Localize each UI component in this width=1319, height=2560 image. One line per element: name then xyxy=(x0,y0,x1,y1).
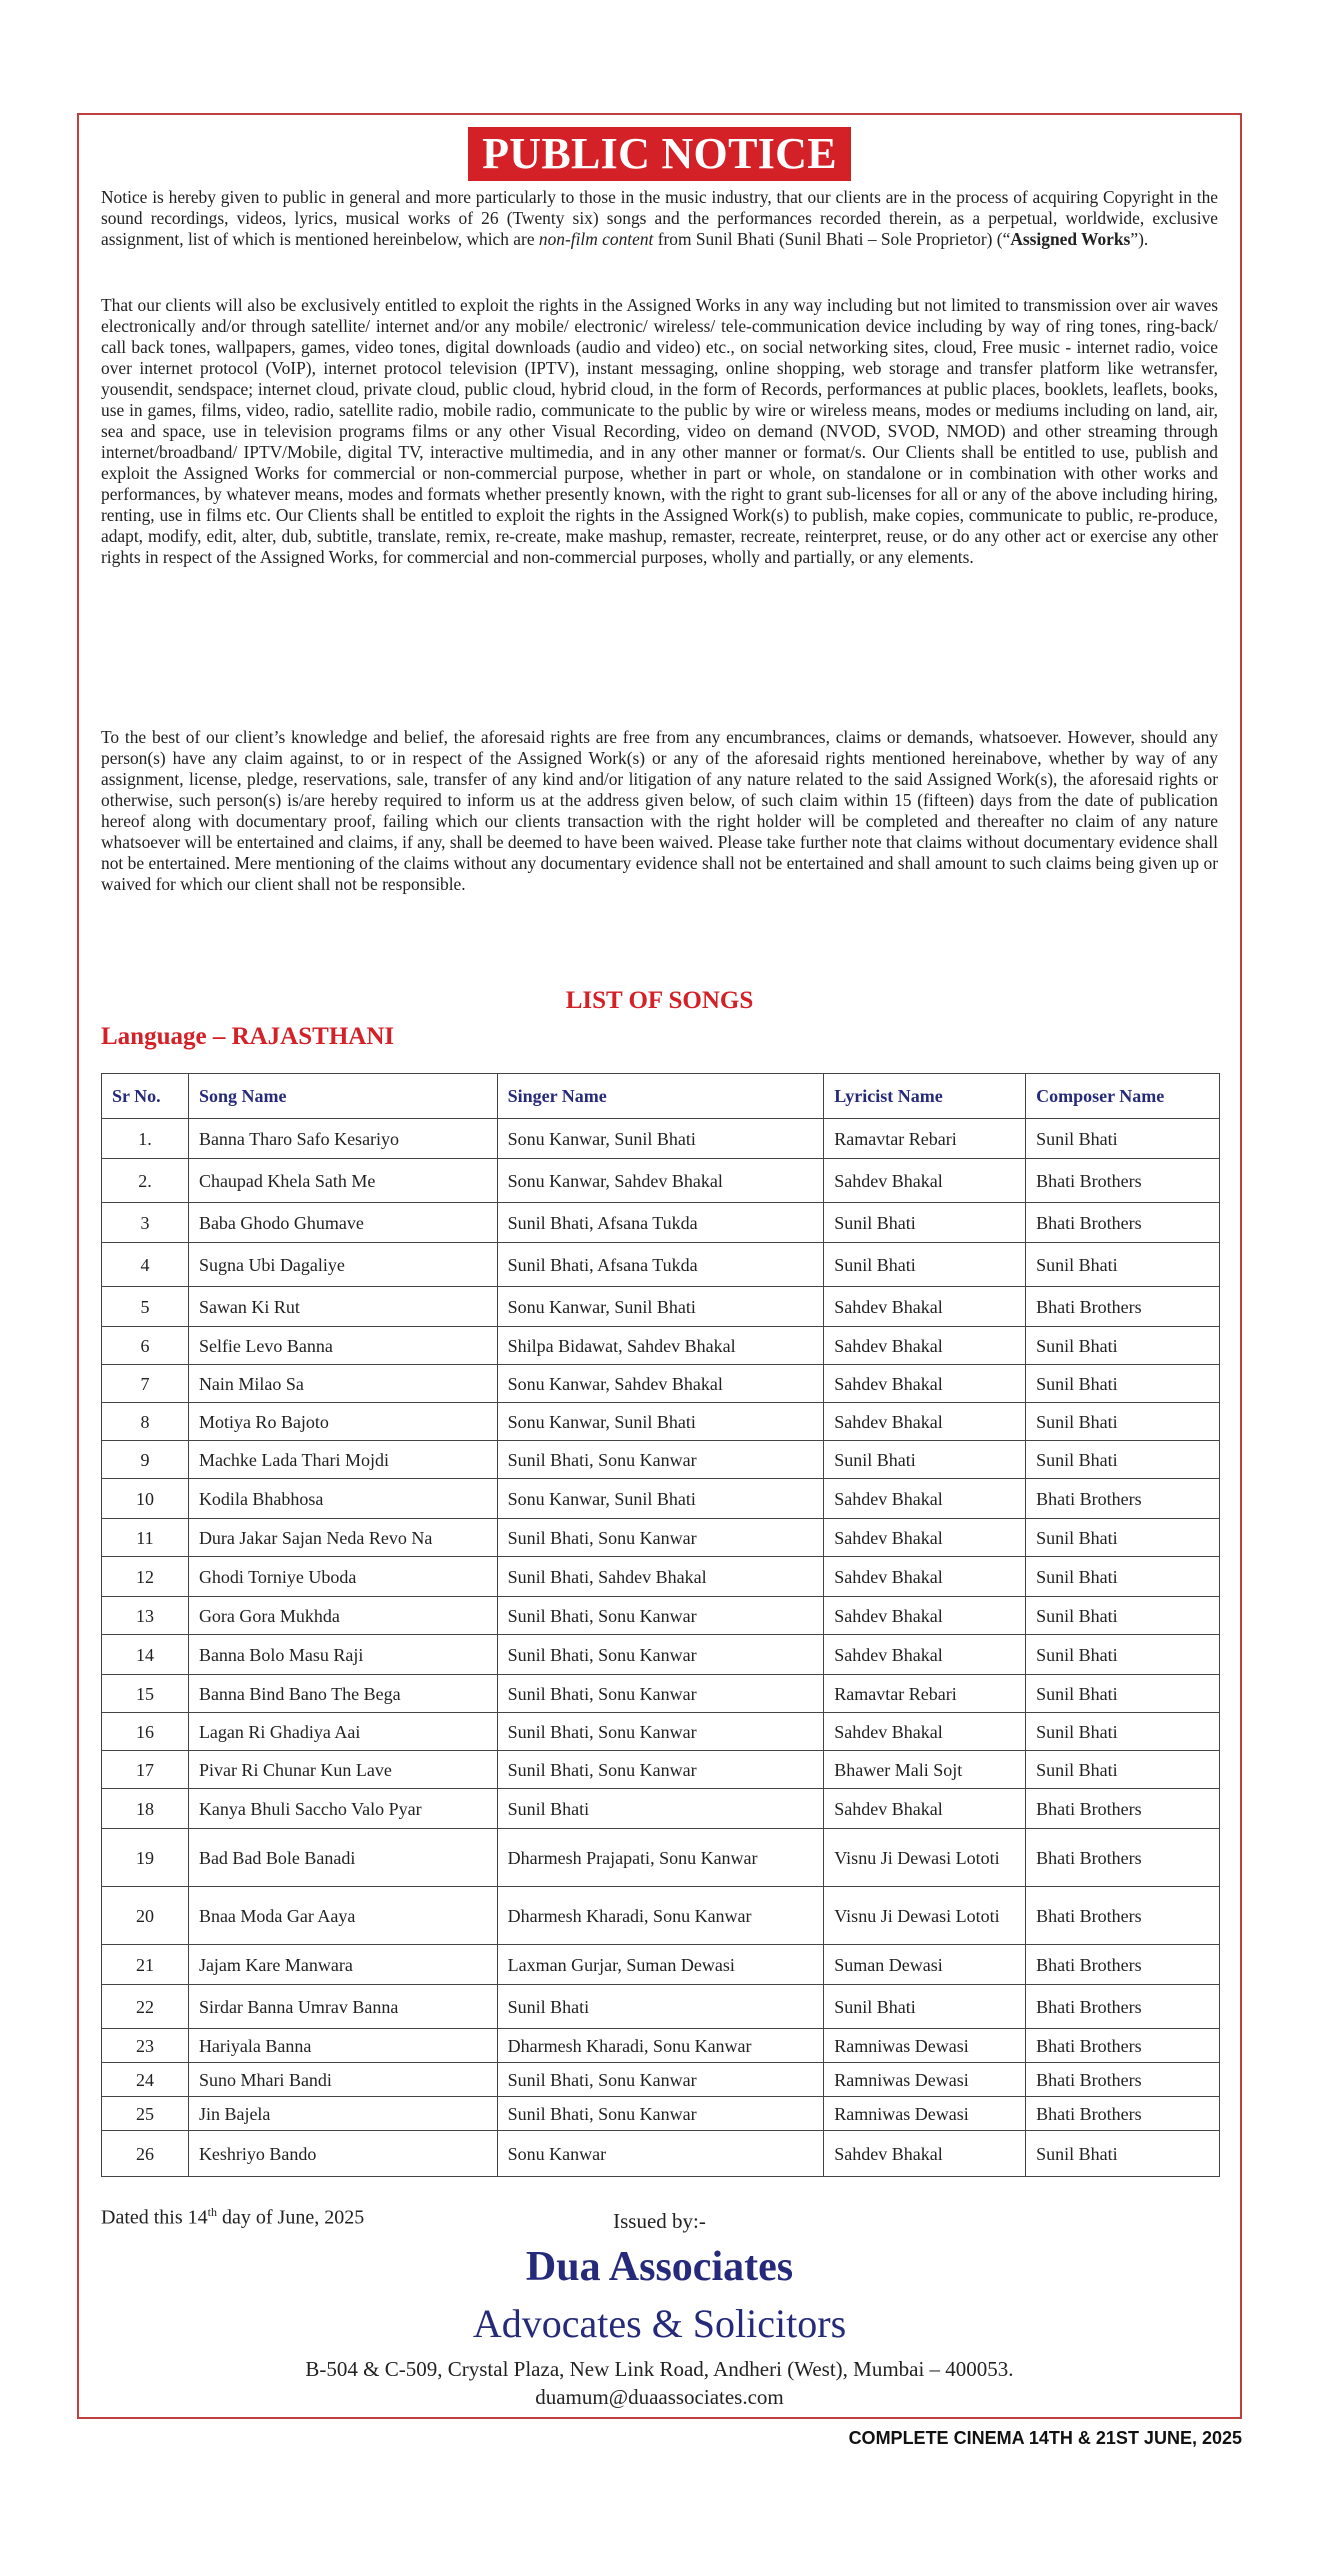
cell-lyricist: Sahdev Bhakal xyxy=(824,1365,1026,1403)
firm-address: B-504 & C-509, Crystal Plaza, New Link Road, Andheri (West), Mumbai – 400053. xyxy=(305,2357,1014,2381)
cell-composer: Sunil Bhati xyxy=(1026,2131,1220,2177)
cell-lyricist: Visnu Ji Dewasi Lototi xyxy=(824,1829,1026,1887)
cell-composer: Sunil Bhati xyxy=(1026,1751,1220,1789)
cell-song: Jajam Kare Manwara xyxy=(188,1945,497,1985)
cell-lyricist: Sahdev Bhakal xyxy=(824,1287,1026,1327)
table-row xyxy=(102,1675,1220,1713)
cell-singer: Sonu Kanwar xyxy=(497,2131,824,2177)
cell-song: Keshriyo Bando xyxy=(188,2131,497,2177)
table-row xyxy=(102,1519,1220,1557)
claims-paragraph: To the best of our client’s knowledge and belief, the aforesaid rights are free from any encumbrances, claims or demands, whatsoever. However, should any person(s) have any claim against, to or in respect of the Assigned Work(s) or any of the aforesaid rights mentioned hereinabove, whether by way of any assignment, license, pledge, reservations, sale, transfer of any kind and/or litigation of any nature related to the said Assigned Work(s), the aforesaid rights or otherwise, such person(s) is/are hereby required to inform us at the address given below, of such claim within 15 (fifteen) days from the date of publication hereof along with documentary proof, failing which our clients transaction with the right holder will be completed and thereafter no claim of any nature whatsoever will be entertained and claims, if any, shall be deemed to have been waived. Please take further note that claims without documentary evidence shall not be entertained. Mere mentioning of the claims without any documentary evidence shall not be entertained and shall amount to such claims being given up or waived for which our client shall not be responsible. xyxy=(101,727,1218,894)
table-row xyxy=(102,2063,1220,2097)
cell-singer: Dharmesh Kharadi, Sonu Kanwar xyxy=(497,1887,824,1945)
cell-sr: 3 xyxy=(102,1203,189,1243)
cell-song: Sugna Ubi Dagaliye xyxy=(188,1243,497,1287)
table-row xyxy=(102,1751,1220,1789)
table-row xyxy=(102,1365,1220,1403)
cell-song: Selfie Levo Banna xyxy=(188,1327,497,1365)
cell-song: Dura Jakar Sajan Neda Revo Na xyxy=(188,1519,497,1557)
cell-sr: 11 xyxy=(102,1519,189,1557)
table-row xyxy=(102,1635,1220,1675)
cell-composer: Sunil Bhati xyxy=(1026,1557,1220,1597)
cell-singer: Sunil Bhati, Sonu Kanwar xyxy=(497,1713,824,1751)
cell-lyricist: Sunil Bhati xyxy=(824,1203,1026,1243)
table-row xyxy=(102,1479,1220,1519)
cell-composer: Sunil Bhati xyxy=(1026,1243,1220,1287)
cell-song: Nain Milao Sa xyxy=(188,1365,497,1403)
cell-song: Sirdar Banna Umrav Banna xyxy=(188,1985,497,2029)
table-row xyxy=(102,1597,1220,1635)
dated-prefix: Dated this 14 xyxy=(101,2206,208,2229)
cell-song: Bad Bad Bole Banadi xyxy=(188,1829,497,1887)
cell-song: Motiya Ro Bajoto xyxy=(188,1403,497,1441)
header-song-name: Song Name xyxy=(188,1074,497,1119)
cell-sr: 8 xyxy=(102,1403,189,1441)
cell-singer: Sunil Bhati, Sonu Kanwar xyxy=(497,2063,824,2097)
cell-lyricist: Sunil Bhati xyxy=(824,1441,1026,1479)
cell-song: Baba Ghodo Ghumave xyxy=(188,1203,497,1243)
table-row xyxy=(102,1945,1220,1985)
cell-song: Jin Bajela xyxy=(188,2097,497,2131)
cell-composer: Sunil Bhati xyxy=(1026,1713,1220,1751)
cell-composer: Sunil Bhati xyxy=(1026,1403,1220,1441)
dated-sup: th xyxy=(207,2205,217,2219)
intro-italic: non-film content xyxy=(538,229,654,249)
intro-bold: Assigned Works xyxy=(1010,229,1131,249)
cell-song: Banna Bolo Masu Raji xyxy=(188,1635,497,1675)
cell-lyricist: Sahdev Bhakal xyxy=(824,1635,1026,1675)
cell-song: Suno Mhari Bandi xyxy=(188,2063,497,2097)
cell-sr: 5 xyxy=(102,1287,189,1327)
intro-part3: ”). xyxy=(1130,229,1149,249)
cell-lyricist: Ramavtar Rebari xyxy=(824,1119,1026,1159)
cell-sr: 17 xyxy=(102,1751,189,1789)
cell-lyricist: Sahdev Bhakal xyxy=(824,1519,1026,1557)
cell-lyricist: Sahdev Bhakal xyxy=(824,1479,1026,1519)
cell-composer: Sunil Bhati xyxy=(1026,1441,1220,1479)
cell-lyricist: Suman Dewasi xyxy=(824,1945,1026,1985)
table-row xyxy=(102,1985,1220,2029)
cell-sr: 4 xyxy=(102,1243,189,1287)
cell-song: Pivar Ri Chunar Kun Lave xyxy=(188,1751,497,1789)
cell-composer: Bhati Brothers xyxy=(1026,1887,1220,1945)
cell-singer: Sunil Bhati xyxy=(497,1789,824,1829)
table-row xyxy=(102,2029,1220,2063)
cell-song: Banna Bind Bano The Bega xyxy=(188,1675,497,1713)
cell-sr: 16 xyxy=(102,1713,189,1751)
songs-table xyxy=(101,1073,1220,2177)
table-row xyxy=(102,1403,1220,1441)
cell-sr: 18 xyxy=(102,1789,189,1829)
cell-song: Gora Gora Mukhda xyxy=(188,1597,497,1635)
intro-part2: from Sunil Bhati (Sunil Bhati – Sole Proprietor) (“ xyxy=(653,229,1011,249)
firm-email: duamum@duaassociates.com xyxy=(535,2385,784,2409)
table-header-row xyxy=(102,1074,1220,1119)
cell-song: Kodila Bhabhosa xyxy=(188,1479,497,1519)
cell-sr: 1. xyxy=(102,1119,189,1159)
cell-singer: Sonu Kanwar, Sunil Bhati xyxy=(497,1119,824,1159)
intro-paragraph xyxy=(101,187,1218,250)
cell-lyricist: Sahdev Bhakal xyxy=(824,1789,1026,1829)
cell-sr: 7 xyxy=(102,1365,189,1403)
table-row xyxy=(102,1789,1220,1829)
cell-singer: Sunil Bhati, Sonu Kanwar xyxy=(497,1441,824,1479)
cell-composer: Sunil Bhati xyxy=(1026,1327,1220,1365)
table-row xyxy=(102,1441,1220,1479)
cell-sr: 10 xyxy=(102,1479,189,1519)
cell-song: Banna Tharo Safo Kesariyo xyxy=(188,1119,497,1159)
table-row xyxy=(102,1159,1220,1203)
cell-composer: Bhati Brothers xyxy=(1026,1985,1220,2029)
table-row xyxy=(102,1327,1220,1365)
cell-composer: Bhati Brothers xyxy=(1026,1287,1220,1327)
cell-composer: Bhati Brothers xyxy=(1026,1203,1220,1243)
cell-lyricist: Sahdev Bhakal xyxy=(824,1159,1026,1203)
table-row xyxy=(102,1557,1220,1597)
table-row xyxy=(102,1829,1220,1887)
cell-composer: Bhati Brothers xyxy=(1026,1789,1220,1829)
cell-composer: Bhati Brothers xyxy=(1026,1945,1220,1985)
cell-lyricist: Sahdev Bhakal xyxy=(824,1557,1026,1597)
cell-composer: Bhati Brothers xyxy=(1026,2029,1220,2063)
cell-lyricist: Ramniwas Dewasi xyxy=(824,2063,1026,2097)
cell-singer: Shilpa Bidawat, Sahdev Bhakal xyxy=(497,1327,824,1365)
cell-composer: Bhati Brothers xyxy=(1026,1159,1220,1203)
table-row xyxy=(102,2131,1220,2177)
cell-singer: Sunil Bhati, Sonu Kanwar xyxy=(497,1635,824,1675)
cell-sr: 26 xyxy=(102,2131,189,2177)
cell-singer: Dharmesh Prajapati, Sonu Kanwar xyxy=(497,1829,824,1887)
cell-composer: Sunil Bhati xyxy=(1026,1597,1220,1635)
cell-singer: Sunil Bhati, Sonu Kanwar xyxy=(497,1675,824,1713)
cell-song: Lagan Ri Ghadiya Aai xyxy=(188,1713,497,1751)
cell-sr: 19 xyxy=(102,1829,189,1887)
notice-title: PUBLIC NOTICE xyxy=(468,127,851,181)
cell-composer: Bhati Brothers xyxy=(1026,1829,1220,1887)
table-row xyxy=(102,1243,1220,1287)
cell-singer: Sunil Bhati, Sonu Kanwar xyxy=(497,1597,824,1635)
table-row xyxy=(102,2097,1220,2131)
cell-lyricist: Sunil Bhati xyxy=(824,1243,1026,1287)
cell-lyricist: Sunil Bhati xyxy=(824,1985,1026,2029)
cell-lyricist: Ramniwas Dewasi xyxy=(824,2029,1026,2063)
header-singer-name: Singer Name xyxy=(497,1074,824,1119)
cell-singer: Sunil Bhati, Sonu Kanwar xyxy=(497,1751,824,1789)
rights-paragraph: That our clients will also be exclusively entitled to exploit the rights in the Assigned Works in any way including but not limited to transmission over air waves electronically and/or through satellite/ internet and/or any mobile/ electronic/ wireless/ tele-communication device including by way of ring tones, ring-back/ call back tones, wallpapers, games, video tones, digital downloads (audio and video) etc., on social networking sites, cloud, Free music - internet radio, voice over internet protocol (VoIP), internet protocol television (IPTV), instant messaging, online shopping, web storage and transfer platform like wetransfer, yousendit, sendspace; internet cloud, private cloud, public cloud, hybrid cloud, in the form of Records, performances at public places, booklets, leaflets, books, use in games, films, video, radio, satellite radio, mobile radio, communicate to the public by wire or wireless means, modes or mediums including on land, air, sea and space, use in television programs films or any other Visual Recording, video on demand (NVOD, SVOD, NMOD) and other streaming through internet/broadband/ IPTV/Mobile, digital TV, interactive multimedia, and in any other manner or format/s. Our Clients shall be entitled to use, publish and exploit the Assigned Works for commercial or non-commercial purpose, whether in part or whole, on standalone or in combination with other works and performances, by whatever means, modes and formats whether presently known, with the right to grant sub-licenses for all or any of the above including hiring, renting, use in films etc. Our Clients shall be entitled to exploit the rights in the Assigned Work(s) to publish, make copies, communicate to public, re-produce, adapt, modify, edit, alter, dub, subtitle, translate, remix, re-create, make mashup, remaster, recreate, reinterpret, reuse, or do any other act or exercise any other rights in respect of the Assigned Works, for commercial and non-commercial purposes, wholly and partially, or any elements. xyxy=(101,295,1218,567)
cell-composer: Sunil Bhati xyxy=(1026,1635,1220,1675)
cell-song: Bnaa Moda Gar Aaya xyxy=(188,1887,497,1945)
cell-sr: 2. xyxy=(102,1159,189,1203)
cell-singer: Sonu Kanwar, Sahdev Bhakal xyxy=(497,1365,824,1403)
cell-sr: 13 xyxy=(102,1597,189,1635)
firm-subtitle: Advocates & Solicitors xyxy=(472,2301,847,2346)
header-sr-no: Sr No. xyxy=(102,1074,189,1119)
cell-composer: Bhati Brothers xyxy=(1026,2063,1220,2097)
cell-sr: 20 xyxy=(102,1887,189,1945)
cell-composer: Bhati Brothers xyxy=(1026,1479,1220,1519)
cell-sr: 6 xyxy=(102,1327,189,1365)
cell-sr: 24 xyxy=(102,2063,189,2097)
intro-part1: Notice is hereby given to public in general and more particularly to those in the music industry, that our clients are in the process of acquiring Copyright in the sound recordings, videos, lyrics, musical works of 26 (Twenty six) songs and the performances recorded therein, as a perpetual, worldwide, exclusive assignment, list of which is mentioned hereinbelow, which are xyxy=(101,187,1218,249)
cell-sr: 21 xyxy=(102,1945,189,1985)
language-label: Language – RAJASTHANI xyxy=(101,1023,395,1050)
table-row xyxy=(102,1119,1220,1159)
cell-lyricist: Bhawer Mali Sojt xyxy=(824,1751,1026,1789)
cell-lyricist: Sahdev Bhakal xyxy=(824,1403,1026,1441)
cell-sr: 23 xyxy=(102,2029,189,2063)
dated-suffix: day of June, 2025 xyxy=(217,2206,365,2229)
cell-song: Kanya Bhuli Saccho Valo Pyar xyxy=(188,1789,497,1829)
cell-lyricist: Sahdev Bhakal xyxy=(824,1713,1026,1751)
cell-lyricist: Visnu Ji Dewasi Lototi xyxy=(824,1887,1026,1945)
cell-lyricist: Sahdev Bhakal xyxy=(824,1597,1026,1635)
cell-singer: Laxman Gurjar, Suman Dewasi xyxy=(497,1945,824,1985)
issued-by: Issued by:- xyxy=(613,2209,706,2233)
cell-song: Chaupad Khela Sath Me xyxy=(188,1159,497,1203)
cell-singer: Sonu Kanwar, Sunil Bhati xyxy=(497,1403,824,1441)
cell-composer: Bhati Brothers xyxy=(1026,2097,1220,2131)
cell-song: Sawan Ki Rut xyxy=(188,1287,497,1327)
table-row xyxy=(102,1713,1220,1751)
list-title: LIST OF SONGS xyxy=(565,987,754,1014)
cell-sr: 25 xyxy=(102,2097,189,2131)
cell-singer: Sunil Bhati, Sonu Kanwar xyxy=(497,1519,824,1557)
cell-singer: Sunil Bhati, Sonu Kanwar xyxy=(497,2097,824,2131)
cell-singer: Sunil Bhati xyxy=(497,1985,824,2029)
table-row xyxy=(102,1287,1220,1327)
cell-lyricist: Ramniwas Dewasi xyxy=(824,2097,1026,2131)
cell-singer: Sonu Kanwar, Sahdev Bhakal xyxy=(497,1159,824,1203)
cell-sr: 14 xyxy=(102,1635,189,1675)
table-row xyxy=(102,1887,1220,1945)
cell-composer: Sunil Bhati xyxy=(1026,1119,1220,1159)
cell-lyricist: Ramavtar Rebari xyxy=(824,1675,1026,1713)
cell-composer: Sunil Bhati xyxy=(1026,1675,1220,1713)
firm-name: Dua Associates xyxy=(525,2244,794,2290)
cell-composer: Sunil Bhati xyxy=(1026,1519,1220,1557)
cell-singer: Sonu Kanwar, Sunil Bhati xyxy=(497,1479,824,1519)
cell-singer: Sonu Kanwar, Sunil Bhati xyxy=(497,1287,824,1327)
cell-singer: Dharmesh Kharadi, Sonu Kanwar xyxy=(497,2029,824,2063)
cell-lyricist: Sahdev Bhakal xyxy=(824,2131,1026,2177)
notice-frame xyxy=(77,113,1242,2419)
cell-song: Ghodi Torniye Uboda xyxy=(188,1557,497,1597)
songs-table-body xyxy=(102,1119,1220,2177)
header-lyricist-name: Lyricist Name xyxy=(824,1074,1026,1119)
cell-lyricist: Sahdev Bhakal xyxy=(824,1327,1026,1365)
cell-singer: Sunil Bhati, Sahdev Bhakal xyxy=(497,1557,824,1597)
cell-sr: 22 xyxy=(102,1985,189,2029)
cell-composer: Sunil Bhati xyxy=(1026,1365,1220,1403)
cell-sr: 15 xyxy=(102,1675,189,1713)
publication-footer: COMPLETE CINEMA 14TH & 21ST JUNE, 2025 xyxy=(848,2428,1242,2448)
header-composer-name: Composer Name xyxy=(1026,1074,1220,1119)
cell-song: Machke Lada Thari Mojdi xyxy=(188,1441,497,1479)
cell-sr: 9 xyxy=(102,1441,189,1479)
cell-song: Hariyala Banna xyxy=(188,2029,497,2063)
cell-singer: Sunil Bhati, Afsana Tukda xyxy=(497,1203,824,1243)
cell-singer: Sunil Bhati, Afsana Tukda xyxy=(497,1243,824,1287)
table-row xyxy=(102,1203,1220,1243)
cell-sr: 12 xyxy=(102,1557,189,1597)
title-wrap xyxy=(79,127,1240,181)
